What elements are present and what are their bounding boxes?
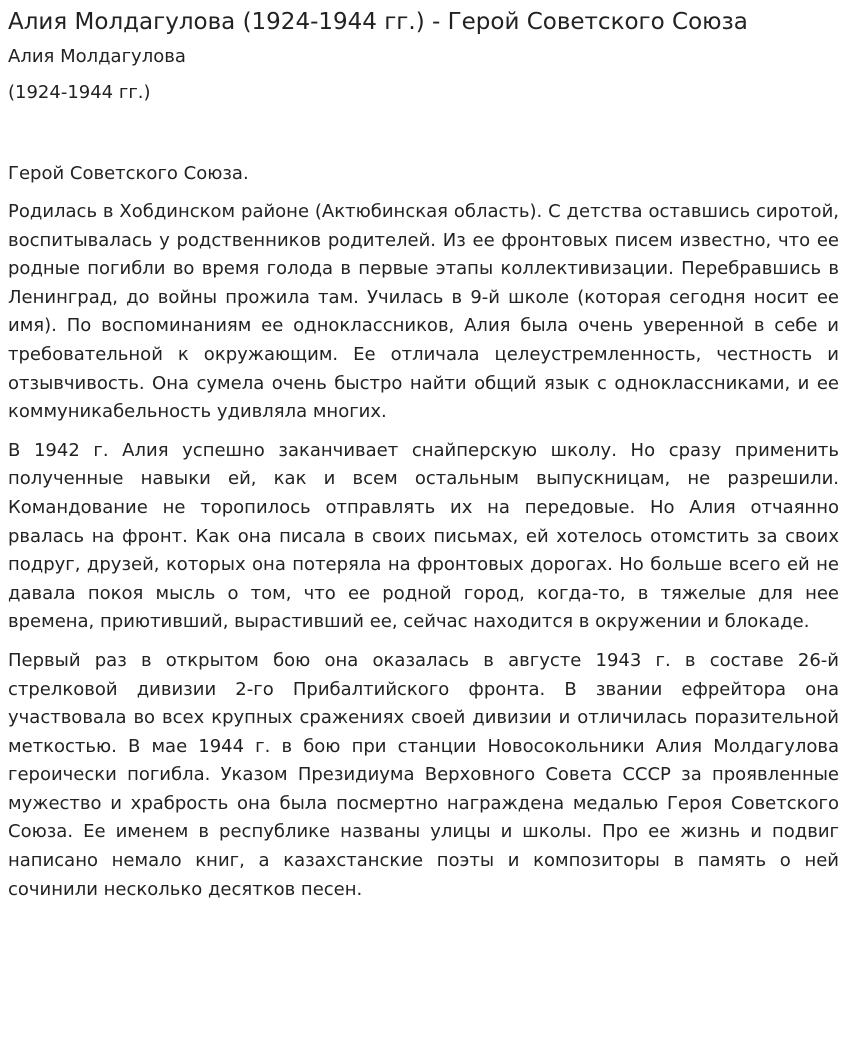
paragraph-combat: Первый раз в открытом бою она оказалась в августе 1943 г. в составе 26-й стрелковой дивизии 2-го Прибалтийского фронта. В звании ефрейтора она участвовала во всех крупных сражениях своей дивизии и отличилась поразительной меткостью. В мае 1944 г. в бою при станции Новосокольники Алия Молдагулова героически погибла. Указом Президиума Верховного Совета СССР за проявленные мужество и храбрость она была посмертно награждена медалью Героя Советского Союза. Ее именем в республике названы улицы и школы. Про ее жизнь и подвиг написано немало книг, а казахстанские поэты и композиторы в память о ней сочинили несколько десятков песен. — [8, 649, 839, 900]
lead-text: Герой Советского Союза. — [8, 163, 249, 184]
page-title: Алия Молдагулова (1924-1944 гг.) - Герой Советского Союза — [8, 9, 748, 35]
paragraph-sniper-school: В 1942 г. Алия успешно заканчивает снайперскую школу. Но сразу применить полученные навыки ей, как и всем остальным выпускницам, не разрешили. Командование не торопилось отправлять их на передовые. Но Алия отчаянно рвалась на фронт. Как она писала в своих письмах, ей хотелось отомстить за своих подруг, друзей, которых она потеряла на фронтовых дорогах. Но больше всего ей не давала покоя мысль о том, что ее родной город, когда-то, в тяжелые для нее времена, приютивший, вырастивший ее, сейчас находится в окружении и блокаде. — [8, 439, 839, 633]
paragraph-biography: Родилась в Хобдинском районе (Актюбинская область). С детства оставшись сиротой, воспитывалась у родственников родителей. Из ее фронтовых писем известно, что ее родные погибли во время голода в первые этапы коллективизации. Перебравшись в Ленинград, до войны прожила там. Училась в 9-й школе (которая сегодня носит ее имя). По воспоминаниям ее одноклассников, Алия была очень уверенной в себе и требовательной к окружающим. Ее отличала целеустремленность, честность и отзывчивость. Она сумела очень быстро найти общий язык с одноклассниками, и ее коммуникабельность удивляла многих. — [8, 201, 839, 423]
person-name: Алия Молдагулова — [8, 46, 186, 67]
life-years: (1924-1944 гг.) — [8, 82, 151, 103]
